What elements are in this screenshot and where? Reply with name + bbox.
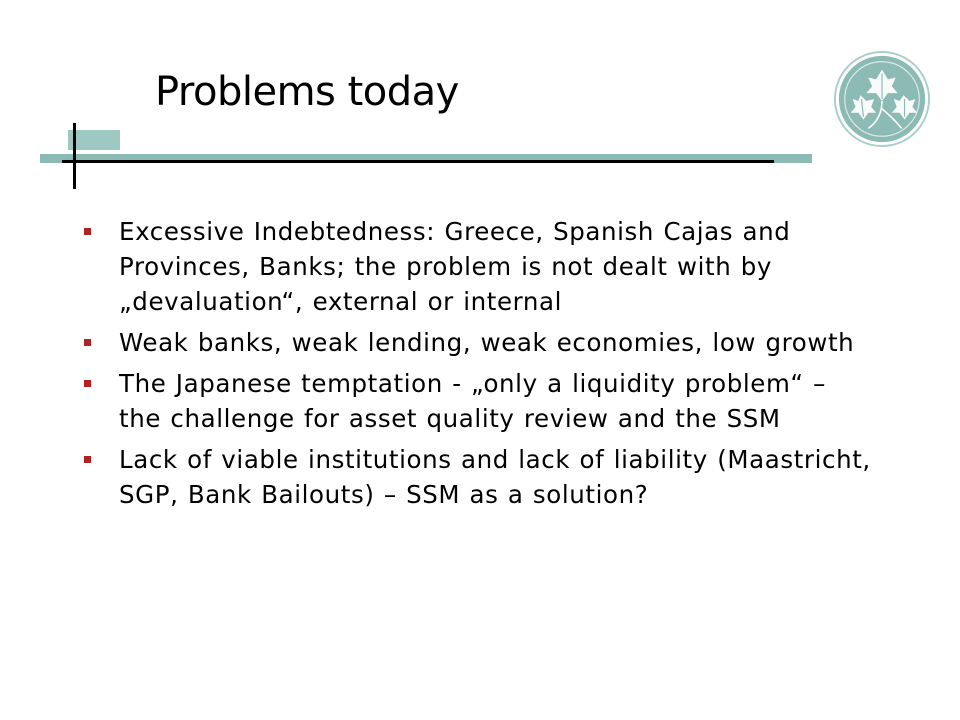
square-bullet-icon <box>84 380 91 387</box>
square-bullet-icon <box>84 228 91 235</box>
slide-title: Problems today <box>155 69 459 115</box>
list-item <box>84 325 874 360</box>
decor-vertical-rule <box>73 123 76 189</box>
list-item <box>84 214 874 319</box>
decor-horizontal-rule <box>62 160 774 163</box>
bullet-list <box>84 214 874 518</box>
bullet-text: Lack of viable institutions and lack of liability (Maastricht, SGP, Bank Bailouts) – SSM as a solution? <box>119 445 871 509</box>
square-bullet-icon <box>84 456 91 463</box>
list-item <box>84 366 874 436</box>
bullet-text: Excessive Indebtedness: Greece, Spanish Cajas and Provinces, Banks; the problem is not dealt with by „devaluation“, external or internal <box>119 217 791 316</box>
bullet-text: The Japanese temptation - „only a liquidity problem“ – the challenge for asset quality review and the SSM <box>119 369 826 433</box>
bullet-text: Weak banks, weak lending, weak economies, low growth <box>119 328 855 357</box>
ivy-leaves-logo-icon <box>833 50 931 148</box>
list-item <box>84 442 874 512</box>
square-bullet-icon <box>84 339 91 346</box>
